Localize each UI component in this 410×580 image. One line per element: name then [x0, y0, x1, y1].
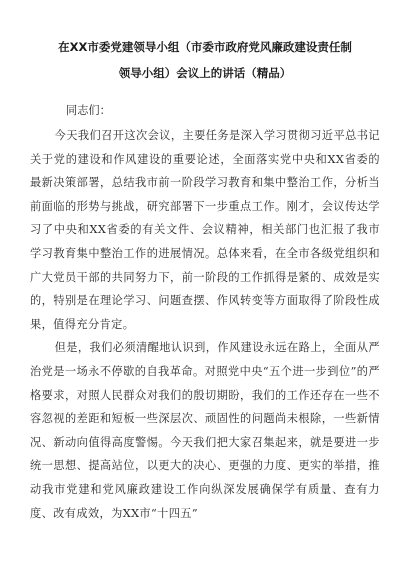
paragraph-1: 今天我们召开这次会议，主要任务是深入学习贯彻习近平总书记关于党的建设和作风建设的重要论述，全面落实党中央和XX省委的最新决策部署，总结我市前一阶段学习教育和集中整治工作，分析当前面临的形势与挑战，研究部署下一步重点工作。刚才，会议传达学习了中央和XX省委的有关文件、会议精神，相关部门也汇报了我市学习教育集中整治工作的进展情况。总体来看，在全市各级党组织和广大党员干部的共同努力下，前一阶段的工作抓得是紧的、成效是实的，特别是在理论学习、问题查摆、作风转变等方面取得了阶段性成果，值得充分肯定。: [30, 129, 380, 331]
document-title: [30, 34, 380, 86]
title-line-2: 领导小组）会议上的讲话（精品）: [118, 66, 292, 80]
paragraph-2: 但是，我们必须清醒地认识到，作风建设永远在路上，全面从严治党是一场永不停歇的自我革命。对照党中央“五个进一步到位”的严格要求，对照人民群众对我们的殷切期盼，我们的工作还存在一些不容忽视的差距和短板一些深层次、顽固性的问题尚未根除，一些新情况、新动向值得高度警惕。今天我们把大家召集起来，就是要进一步统一思想、提高站位，以更大的决心、更强的力度、更实的举措，推动我市党建和党风廉政建设工作向纵深发展确保学有质量、查有力度、改有成效，为XX市“十四五”: [30, 341, 380, 520]
salutation: 同志们：: [66, 104, 111, 117]
title-line-1: 在XX市委党建领导小组（市委市政府党风廉政建设责任制: [58, 40, 352, 54]
